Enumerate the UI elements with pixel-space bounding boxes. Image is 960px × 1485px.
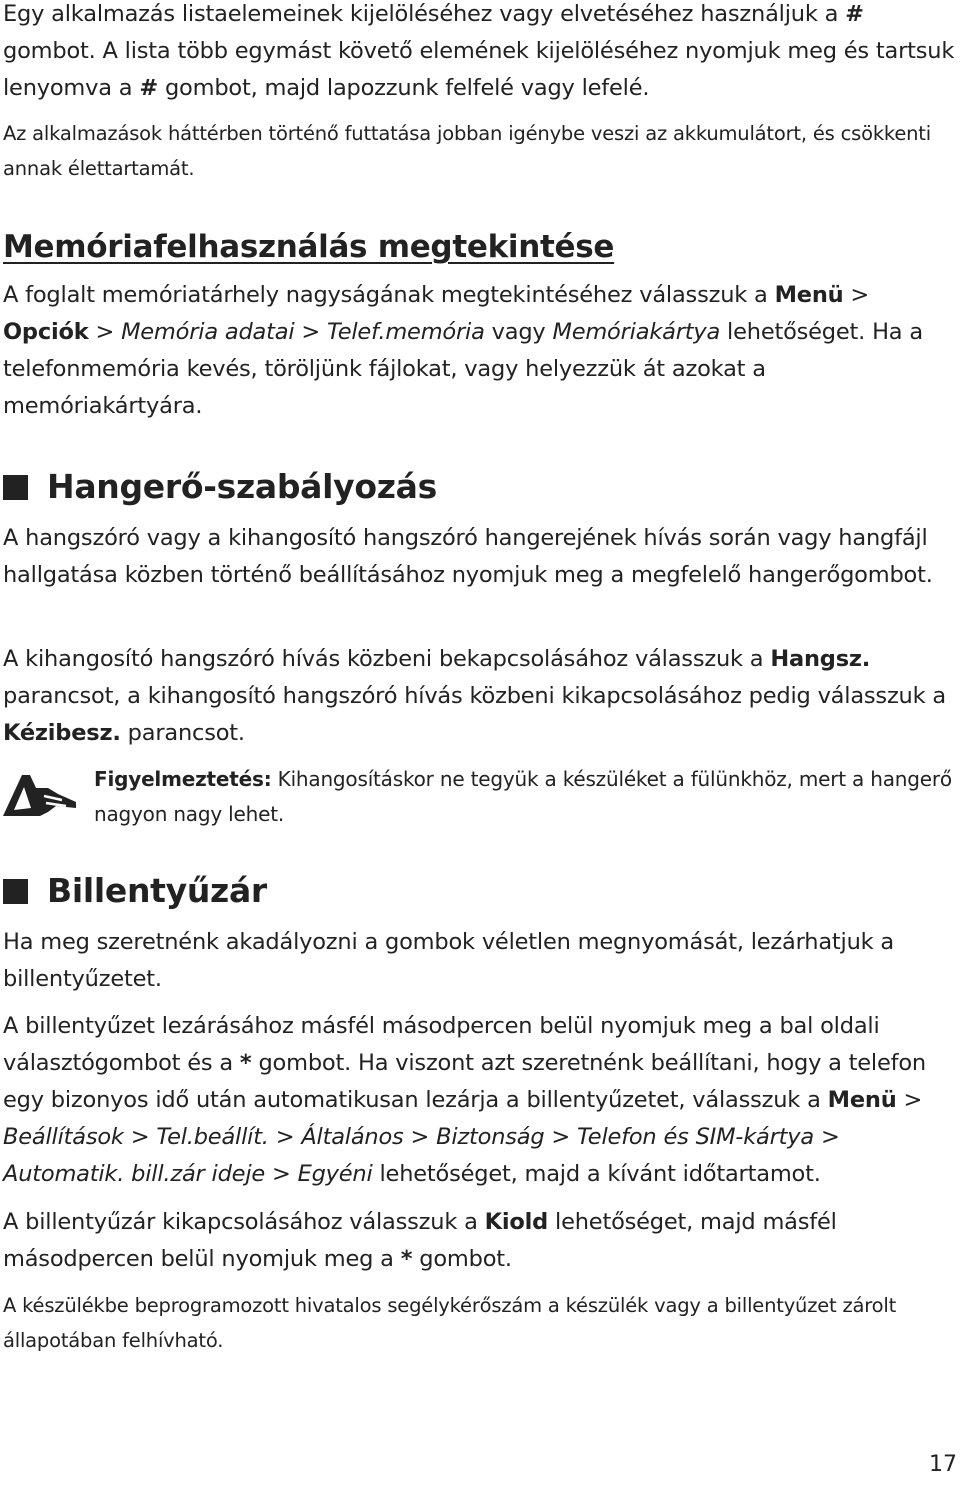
bold-text: *: [400, 1246, 413, 1272]
warning-note: [3, 762, 957, 832]
text-run: gombot. Ha viszont azt szeretnénk beállítani, hogy a telefon egy bizonyos idő után automatikusan lezárja a billentyűzetet, válasszuk a: [3, 1050, 926, 1113]
text-run: gombot, majd lapozzunk felfelé vagy lefelé.: [158, 75, 650, 101]
bold-text: Menü: [827, 1087, 897, 1113]
italic-text: Biztonság: [436, 1124, 545, 1150]
italic-text: Tel.beállít.: [156, 1124, 269, 1150]
text-run: Ha meg szeretnénk akadályozni a gombok véletlen megnyomását, lezárhatjuk a billentyűzetet.: [3, 929, 895, 992]
intro-paragraph-1: [3, 0, 957, 107]
bold-text: Opciók: [3, 319, 89, 345]
italic-text: Telef.memória: [326, 319, 485, 345]
volume-heading-text: Hangerő-szabályozás: [47, 467, 437, 506]
text-run: vagy: [484, 319, 553, 345]
bold-text: *: [239, 1050, 252, 1076]
memory-heading: Memóriafelhasználás megtekintése: [3, 229, 615, 265]
warning-text: [94, 762, 957, 832]
text-run: >: [814, 1124, 840, 1150]
bold-text: #: [139, 75, 159, 101]
italic-text: Egyéni: [297, 1161, 373, 1187]
memory-paragraph: [3, 277, 957, 425]
text-run: lehetőséget, majd a kívánt időtartamot.: [372, 1161, 821, 1187]
text-run: >: [896, 1087, 923, 1113]
text-run: >: [88, 319, 122, 345]
text-run: A kihangosító hangszóró hívás közbeni bekapcsolásához válasszuk a: [3, 646, 771, 672]
warning-body: Kihangosításkor ne tegyük a készüléket a fülünkhöz, mert a hangerő nagyon nagy lehet.: [94, 767, 952, 826]
italic-text: Telefon és SIM-kártya: [577, 1124, 815, 1150]
text-run: >: [403, 1124, 437, 1150]
text-run: parancsot.: [120, 720, 245, 746]
bold-text: Hangsz.: [770, 646, 871, 672]
italic-text: Beállítások: [3, 1124, 124, 1150]
text-run: A billentyűzár kikapcsolásához válasszuk a: [3, 1209, 485, 1235]
text-run: >: [265, 1161, 298, 1187]
keylock-heading: [3, 869, 267, 913]
text-run: >: [843, 282, 870, 308]
intro-paragraph-2: Az alkalmazások háttérben történő futtatása jobban igénybe veszi az akkumulátort, és csökkenti annak élettartamát.: [3, 122, 931, 180]
keylock-paragraph-1: [3, 924, 957, 998]
text-run: A hangszóró vagy a kihangosító hangszóró hangerejének hívás során vagy hangfájl hallgatása közben történő beállításához nyomjuk meg a megfelelő hangerőgombot.: [3, 525, 933, 588]
section-square-icon: [3, 475, 28, 500]
bold-text: Kiold: [484, 1209, 549, 1235]
text-run: >: [294, 319, 327, 345]
bold-text: #: [845, 1, 864, 27]
keylock-heading-text: Billentyűzár: [47, 871, 267, 910]
text-run: >: [268, 1124, 302, 1150]
text-run: A foglalt memóriatárhely nagyságának megtekintéséhez válasszuk a: [3, 282, 775, 308]
text-run: Egy alkalmazás listaelemeinek kijelöléséhez vagy elvetéséhez használjuk a: [3, 1, 846, 27]
volume-paragraph-2: [3, 641, 957, 752]
text-run: lehetőséget. Ha a telefonmemória kevés, töröljünk fájlokat, vagy helyezzük át azokat a memóriakártyára.: [3, 319, 923, 419]
text-run: lehetőséget, majd másfél másodpercen belül nyomjuk meg a: [3, 1209, 837, 1272]
italic-text: Automatik. bill.zár ideje: [3, 1161, 266, 1187]
text-run: parancsot, a kihangosító hangszóró hívás közbeni kikapcsolásához pedig válasszuk a: [3, 683, 946, 709]
section-square-icon: [3, 879, 28, 904]
italic-text: Memóriakártya: [552, 319, 721, 345]
bold-text: Menü: [774, 282, 844, 308]
page-number: 17: [929, 1452, 957, 1477]
keylock-paragraph-2: [3, 1008, 957, 1193]
italic-text: Memória adatai: [121, 319, 295, 345]
volume-paragraph-1: [3, 520, 957, 594]
warning-hand-icon: [0, 770, 80, 820]
italic-text: Általános: [301, 1124, 404, 1150]
keylock-paragraph-4: A készülékbe beprogramozott hivatalos segélykérőszám a készülék vagy a billentyűzet zárolt állapotában felhívható.: [3, 1294, 897, 1352]
text-run: gombot. A lista több egymást követő elemének kijelöléséhez nyomjuk meg és tartsuk lenyomva a: [3, 38, 955, 101]
text-run: >: [123, 1124, 157, 1150]
text-run: A billentyűzet lezárásához másfél másodpercen belül nyomjuk meg a bal oldali választógombot és a: [3, 1013, 880, 1076]
keylock-paragraph-3: [3, 1204, 957, 1278]
warning-label: Figyelmeztetés:: [94, 767, 272, 791]
text-run: gombot.: [412, 1246, 512, 1272]
bold-text: Kézibesz.: [3, 720, 121, 746]
volume-heading: [3, 465, 437, 509]
text-run: >: [544, 1124, 578, 1150]
